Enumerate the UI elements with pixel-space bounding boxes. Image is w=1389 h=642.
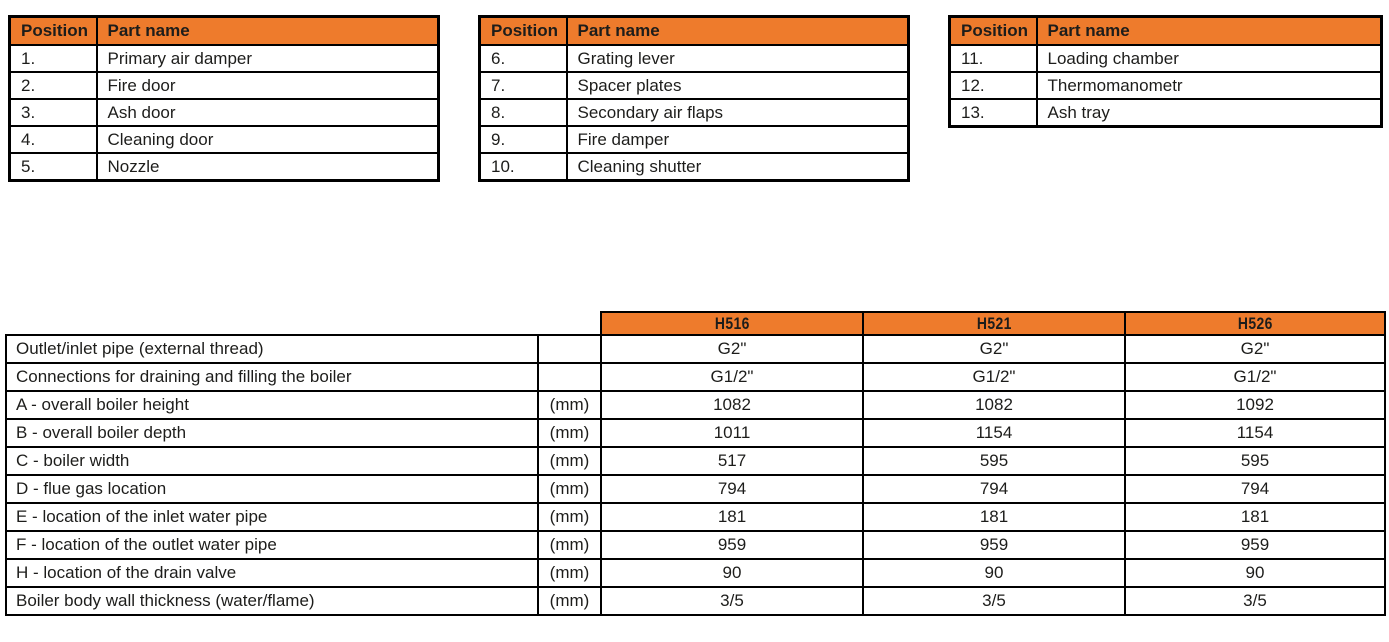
part-name-cell: Ash tray	[1037, 99, 1382, 127]
spec-label-cell: F - location of the outlet water pipe	[6, 531, 538, 559]
spec-unit-cell	[538, 335, 601, 363]
spec-unit-cell: (mm)	[538, 531, 601, 559]
parts-row	[950, 72, 1382, 99]
spec-value-cell: G1/2"	[1125, 363, 1385, 391]
position-cell: 6.	[480, 45, 567, 72]
spec-unit-cell: (mm)	[538, 587, 601, 615]
part-name-cell: Thermomanometr	[1037, 72, 1382, 99]
part-name-cell: Primary air damper	[97, 45, 439, 72]
parts-row	[480, 72, 909, 99]
parts-table-11-13	[948, 15, 1383, 128]
spec-value-cell: 1082	[863, 391, 1125, 419]
spec-value-cell: 3/5	[1125, 587, 1385, 615]
spec-label-cell: H - location of the drain valve	[6, 559, 538, 587]
spec-value-cell: G1/2"	[601, 363, 863, 391]
parts-row	[950, 45, 1382, 72]
position-cell: 12.	[950, 72, 1037, 99]
part-name-header: Part name	[97, 17, 439, 46]
part-name-cell: Fire door	[97, 72, 439, 99]
model-header-h516	[601, 312, 863, 335]
spec-value-cell: 517	[601, 447, 863, 475]
position-cell: 9.	[480, 126, 567, 153]
part-name-cell: Cleaning door	[97, 126, 439, 153]
parts-row	[10, 153, 439, 181]
spec-label-cell: Boiler body wall thickness (water/flame)	[6, 587, 538, 615]
parts-header-row	[950, 17, 1382, 46]
spec-value-cell: G2"	[1125, 335, 1385, 363]
model-header-h521	[863, 312, 1125, 335]
spec-value-cell: 1092	[1125, 391, 1385, 419]
spec-value-cell: G2"	[601, 335, 863, 363]
spec-label-cell: C - boiler width	[6, 447, 538, 475]
part-name-cell: Fire damper	[567, 126, 909, 153]
position-cell: 13.	[950, 99, 1037, 127]
spec-value-cell: 595	[863, 447, 1125, 475]
spec-label-cell: A - overall boiler height	[6, 391, 538, 419]
parts-table-1-5	[8, 15, 440, 182]
position-cell: 10.	[480, 153, 567, 181]
model-header-label: H521	[976, 313, 1012, 333]
position-cell: 4.	[10, 126, 97, 153]
position-cell: 8.	[480, 99, 567, 126]
spec-value-cell: 90	[1125, 559, 1385, 587]
model-header-h526	[1125, 312, 1385, 335]
spec-row	[6, 503, 1385, 531]
spec-row	[6, 559, 1385, 587]
part-name-cell: Nozzle	[97, 153, 439, 181]
spec-header-spacer	[538, 312, 601, 335]
position-cell: 3.	[10, 99, 97, 126]
parts-row	[10, 126, 439, 153]
spec-row	[6, 587, 1385, 615]
spec-unit-cell: (mm)	[538, 559, 601, 587]
parts-row	[10, 72, 439, 99]
position-header: Position	[950, 17, 1037, 46]
spec-label-cell: Connections for draining and filling the boiler	[6, 363, 538, 391]
spec-value-cell: 181	[863, 503, 1125, 531]
spec-label-cell: E - location of the inlet water pipe	[6, 503, 538, 531]
parts-row	[480, 153, 909, 181]
parts-table-6-10	[478, 15, 910, 182]
part-name-cell: Cleaning shutter	[567, 153, 909, 181]
spec-value-cell: 181	[601, 503, 863, 531]
spec-value-cell: 3/5	[863, 587, 1125, 615]
spec-value-cell: 90	[863, 559, 1125, 587]
parts-header-row	[480, 17, 909, 46]
spec-row	[6, 531, 1385, 559]
spec-value-cell: 3/5	[601, 587, 863, 615]
spec-row	[6, 363, 1385, 391]
spec-label-cell: B - overall boiler depth	[6, 419, 538, 447]
spec-row	[6, 475, 1385, 503]
part-name-header: Part name	[1037, 17, 1382, 46]
part-name-cell: Loading chamber	[1037, 45, 1382, 72]
spec-value-cell: 794	[1125, 475, 1385, 503]
spec-row	[6, 391, 1385, 419]
parts-row	[950, 99, 1382, 127]
spec-value-cell: 1154	[863, 419, 1125, 447]
position-cell: 2.	[10, 72, 97, 99]
parts-row	[10, 99, 439, 126]
spec-unit-cell	[538, 363, 601, 391]
spec-value-cell: 90	[601, 559, 863, 587]
spec-value-cell: 181	[1125, 503, 1385, 531]
spec-value-cell: 1154	[1125, 419, 1385, 447]
parts-row	[480, 45, 909, 72]
model-header-label: H516	[714, 313, 750, 333]
spec-value-cell: 1011	[601, 419, 863, 447]
spec-value-cell: G1/2"	[863, 363, 1125, 391]
spec-value-cell: 1082	[601, 391, 863, 419]
parts-row	[10, 45, 439, 72]
part-name-cell: Ash door	[97, 99, 439, 126]
spec-unit-cell: (mm)	[538, 503, 601, 531]
position-cell: 7.	[480, 72, 567, 99]
spec-unit-cell: (mm)	[538, 419, 601, 447]
spec-unit-cell: (mm)	[538, 447, 601, 475]
position-header: Position	[10, 17, 97, 46]
spec-unit-cell: (mm)	[538, 391, 601, 419]
spec-row	[6, 447, 1385, 475]
part-name-cell: Grating lever	[567, 45, 909, 72]
parts-header-row	[10, 17, 439, 46]
part-name-header: Part name	[567, 17, 909, 46]
spec-header-spacer	[6, 312, 538, 335]
spec-value-cell: 959	[601, 531, 863, 559]
parts-row	[480, 99, 909, 126]
spec-label-cell: Outlet/inlet pipe (external thread)	[6, 335, 538, 363]
spec-value-cell: 595	[1125, 447, 1385, 475]
spec-header-row	[6, 312, 1385, 335]
spec-value-cell: G2"	[863, 335, 1125, 363]
spec-value-cell: 959	[1125, 531, 1385, 559]
parts-row	[480, 126, 909, 153]
spec-unit-cell: (mm)	[538, 475, 601, 503]
spec-row	[6, 419, 1385, 447]
spec-table	[5, 311, 1386, 616]
position-cell: 5.	[10, 153, 97, 181]
spec-value-cell: 794	[863, 475, 1125, 503]
spec-value-cell: 959	[863, 531, 1125, 559]
position-cell: 1.	[10, 45, 97, 72]
part-name-cell: Secondary air flaps	[567, 99, 909, 126]
part-name-cell: Spacer plates	[567, 72, 909, 99]
model-header-label: H526	[1237, 313, 1273, 333]
position-header: Position	[480, 17, 567, 46]
position-cell: 11.	[950, 45, 1037, 72]
spec-row	[6, 335, 1385, 363]
spec-value-cell: 794	[601, 475, 863, 503]
spec-label-cell: D - flue gas location	[6, 475, 538, 503]
